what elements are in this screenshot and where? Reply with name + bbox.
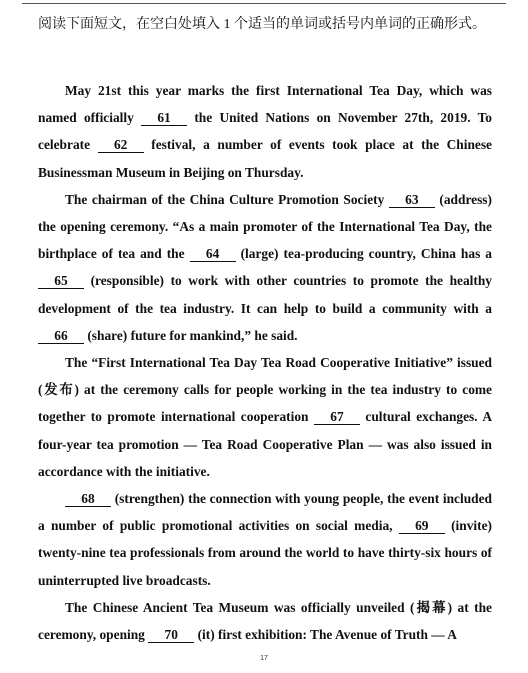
text-span: The chairman of the China Culture Promotion Society <box>65 191 389 207</box>
blank-61[interactable]: 61 <box>141 110 187 126</box>
blank-64[interactable]: 64 <box>190 246 236 262</box>
text-span: (invite) twenty-nine tea professionals from around the world to have thirty-six hours of uninterrupted live broadcasts. <box>38 518 492 588</box>
blank-70[interactable]: 70 <box>148 627 194 643</box>
blank-68[interactable]: 68 <box>65 491 111 507</box>
text-span: (responsible) to work with other countries to promote the healthy development of the tea industry. It can help to build a community with a <box>38 273 492 316</box>
blank-69[interactable]: 69 <box>399 518 445 534</box>
text-span: (large) tea-producing country, China has a <box>235 246 492 262</box>
text-span: cultural exchanges. A four-year tea promotion — Tea Road Cooperative Plan — was also issued in accordance with the initiative. <box>38 409 492 479</box>
paragraph-5 <box>38 594 492 648</box>
paragraph-3 <box>38 349 492 485</box>
text-span: (share) future for mankind,” he said. <box>84 327 298 343</box>
blank-66[interactable]: 66 <box>38 328 84 344</box>
text-span: (it) first exhibition: The Avenue of Truth — A <box>194 627 457 643</box>
page-number: 17 <box>260 655 268 662</box>
text-span: The “First International Tea Day Tea Road Cooperative Initiative” issued (发布) at the ceremony calls for people working in the tea industry to come together to promote international cooperation <box>38 355 492 425</box>
blank-65[interactable]: 65 <box>38 273 84 289</box>
blank-62[interactable]: 62 <box>98 137 144 153</box>
paragraph-2 <box>38 186 492 349</box>
blank-63[interactable]: 63 <box>389 192 435 208</box>
paragraph-1 <box>38 77 492 186</box>
text-span: May 21st this year marks the first International Tea Day, which was named officially <box>38 83 492 126</box>
paragraph-4 <box>38 485 492 594</box>
text-span: (address) the opening ceremony. “As a main promoter of the International Tea Day, the birthplace of tea and the <box>38 191 492 262</box>
text-span: the United Nations on November 27th, 2019. To celebrate <box>38 110 492 153</box>
text-span: The Chinese Ancient Tea Museum was officially unveiled (揭幕) at the ceremony, opening <box>38 599 492 643</box>
document-page <box>38 13 492 648</box>
text-span: festival, a number of events took place at the Chinese Businessman Museum in Beijing on Thursday. <box>38 137 492 180</box>
text-span: (strengthen) the connection with young people, the event included a number of public promotional activities on social media, <box>38 491 492 534</box>
header-rule <box>22 3 506 4</box>
blank-67[interactable]: 67 <box>314 409 360 425</box>
instruction-text: 阅读下面短文，在空白处填入 1 个适当的单词或括号内单词的正确形式。 <box>38 17 486 32</box>
